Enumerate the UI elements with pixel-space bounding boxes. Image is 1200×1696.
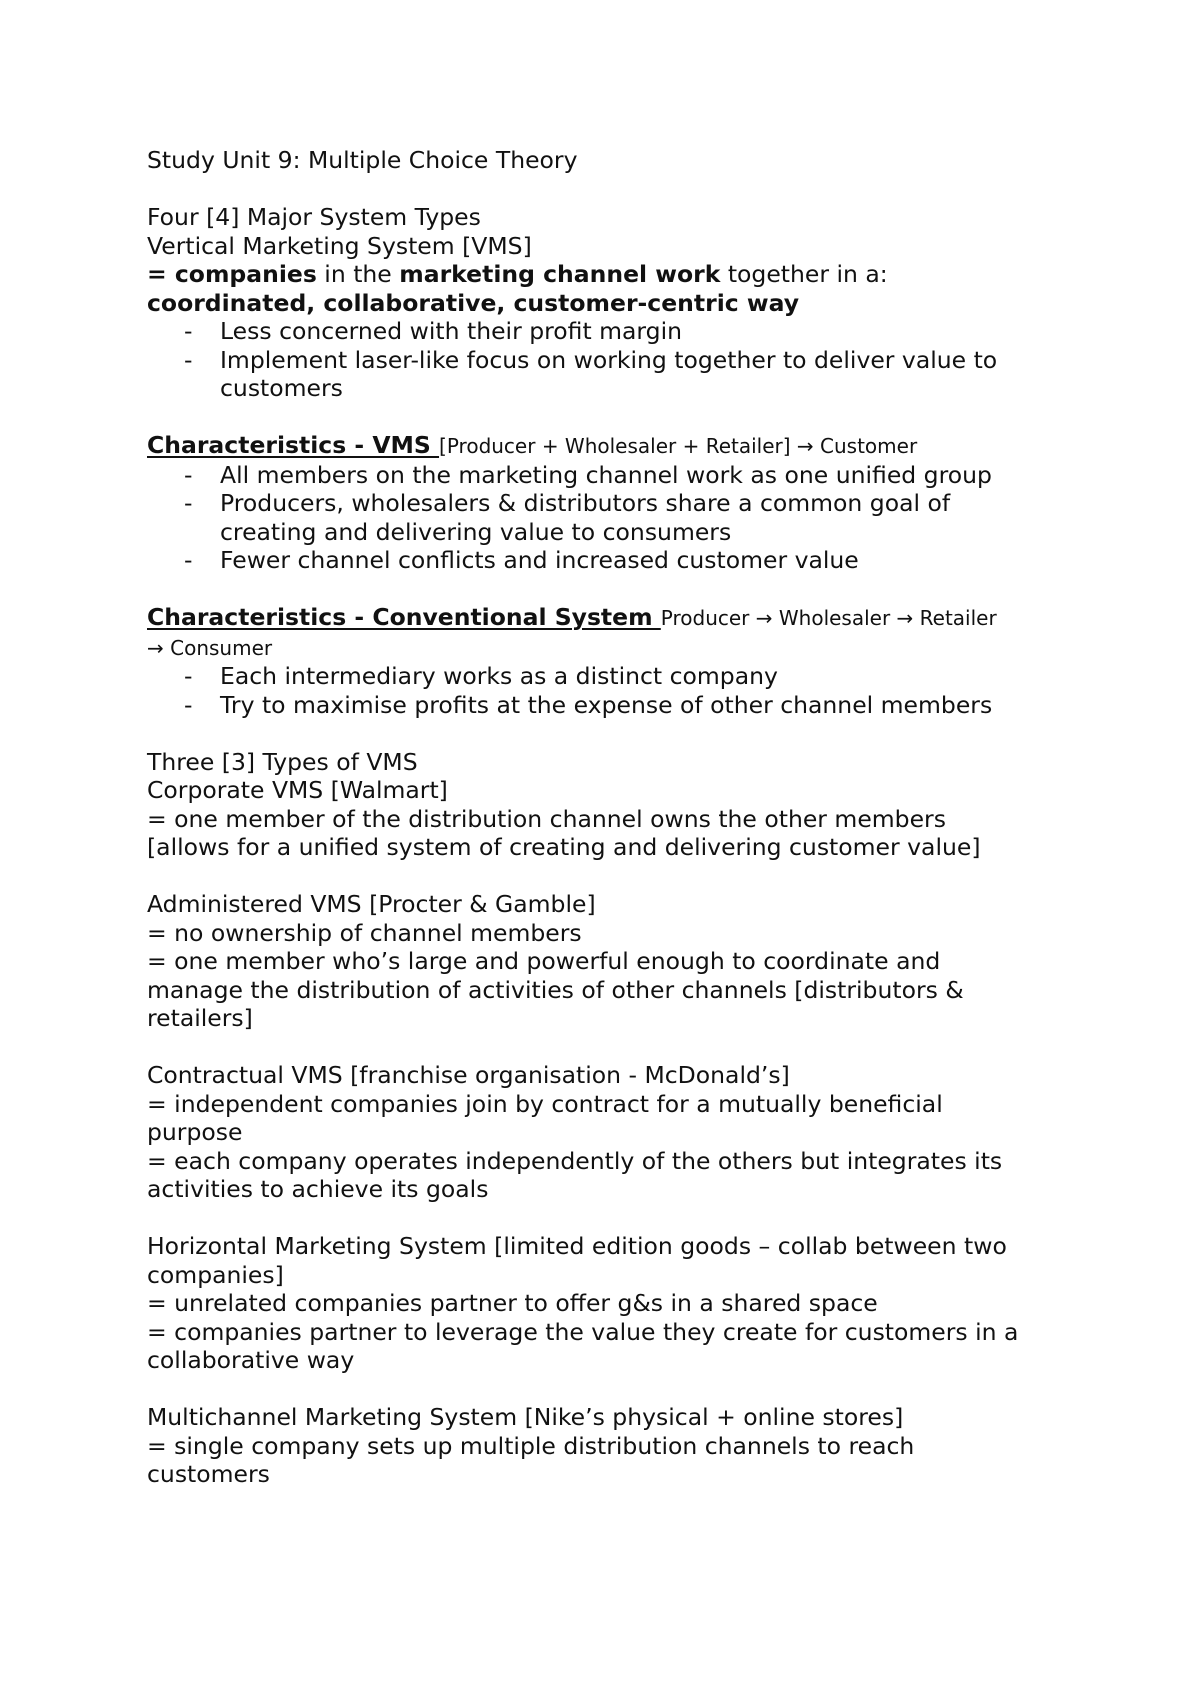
list-item — [147, 317, 1080, 346]
dash-marker: - — [184, 345, 193, 374]
vms-title: Vertical Marketing System [VMS] — [147, 231, 532, 260]
administered-vms-line: = no ownership of channel members — [147, 918, 582, 947]
list-item — [147, 691, 1080, 720]
spacer — [147, 175, 1080, 204]
companies-term: companies — [174, 260, 317, 288]
dash-marker: - — [184, 662, 193, 690]
spacer — [147, 1033, 1080, 1062]
major-types-heading: Four [4] Major System Types — [147, 203, 481, 231]
administered-vms-title: Administered VMS [Procter & Gamble] — [147, 890, 596, 918]
list-item-text: Less concerned with their profit margin — [220, 317, 683, 345]
horizontal-title: Horizontal Marketing System [limited edition goods – collab between two companies] — [147, 1232, 1007, 1289]
corporate-vms-title: Corporate VMS [Walmart] — [147, 776, 448, 804]
char-vms-bullet-list — [147, 461, 1080, 575]
together-text: together in a: — [720, 260, 888, 288]
corporate-vms-line: [allows for a unified system of creating and delivering customer value] — [147, 833, 981, 861]
spacer — [147, 719, 1080, 748]
spacer — [147, 403, 1080, 432]
vms-definition — [147, 260, 1080, 289]
spacer — [147, 1204, 1080, 1233]
char-conv-heading: Characteristics - Conventional System — [147, 603, 661, 631]
list-item — [147, 461, 1080, 490]
contractual-vms-line: = each company operates independently of the others but integrates its activities to achieve its goals — [147, 1146, 1003, 1203]
horizontal-line: = unrelated companies partner to offer g&s in a shared space — [147, 1289, 878, 1317]
horizontal-line: = companies partner to leverage the value they create for customers in a collaborative way — [147, 1317, 1019, 1374]
marketing-channel-work-term: marketing channel work — [399, 260, 721, 288]
list-item-text: Each intermediary works as a distinct company — [220, 662, 778, 690]
char-conv-bullet-list — [147, 662, 1080, 719]
list-item-text: Producers, wholesalers & distributors share a common goal of creating and delivering value to consumers — [220, 489, 951, 546]
char-vms-heading: Characteristics - VMS — [147, 431, 440, 459]
multichannel-title: Multichannel Marketing System [Nike’s physical + online stores] — [147, 1403, 904, 1431]
dash-marker: - — [184, 460, 193, 489]
list-item-text: All members on the marketing channel work as one unified group — [220, 460, 992, 489]
contractual-vms-line: = independent companies join by contract for a mutually beneficial purpose — [147, 1089, 943, 1146]
vms-way: coordinated, collaborative, customer-centric way — [147, 288, 800, 317]
list-item — [147, 662, 1080, 691]
in-the-text: in the — [316, 260, 400, 288]
administered-vms-line: = one member who’s large and powerful enough to coordinate and manage the distribution of activities of other channels [distributors & retailers] — [147, 947, 964, 1032]
spacer — [147, 862, 1080, 891]
dash-marker: - — [184, 317, 193, 345]
char-vms-line — [147, 431, 1080, 461]
dash-marker: - — [184, 489, 193, 517]
list-item-text: Try to maximise profits at the expense of other channel members — [220, 690, 993, 719]
dash-marker: - — [184, 546, 193, 574]
char-conv-line — [147, 603, 1007, 662]
corporate-vms-line: = one member of the distribution channel owns the other members — [147, 804, 946, 833]
vms-types-heading: Three [3] Types of VMS — [147, 747, 418, 776]
list-item — [147, 346, 1060, 403]
char-conv-flow: Producer → Wholesaler → Retailer → Consumer — [147, 606, 997, 660]
list-item — [147, 546, 1080, 575]
vms-bullet-list — [147, 317, 1080, 403]
spacer — [147, 575, 1080, 604]
list-item — [147, 489, 1020, 546]
char-vms-flow: [Producer + Wholesaler + Retailer] → Customer — [439, 434, 918, 458]
spacer — [147, 1375, 1080, 1404]
dash-marker: - — [184, 690, 193, 719]
contractual-vms-title: Contractual VMS [franchise organisation - McDonald’s] — [147, 1061, 790, 1089]
list-item-text: Implement laser-like focus on working together to deliver value to customers — [220, 345, 998, 402]
document-title: Study Unit 9: Multiple Choice Theory — [147, 146, 578, 174]
list-item-text: Fewer channel conflicts and increased customer value — [220, 546, 859, 574]
multichannel-line: = single company sets up multiple distribution channels to reach customers — [147, 1431, 915, 1488]
eq-sign: = — [147, 260, 175, 288]
